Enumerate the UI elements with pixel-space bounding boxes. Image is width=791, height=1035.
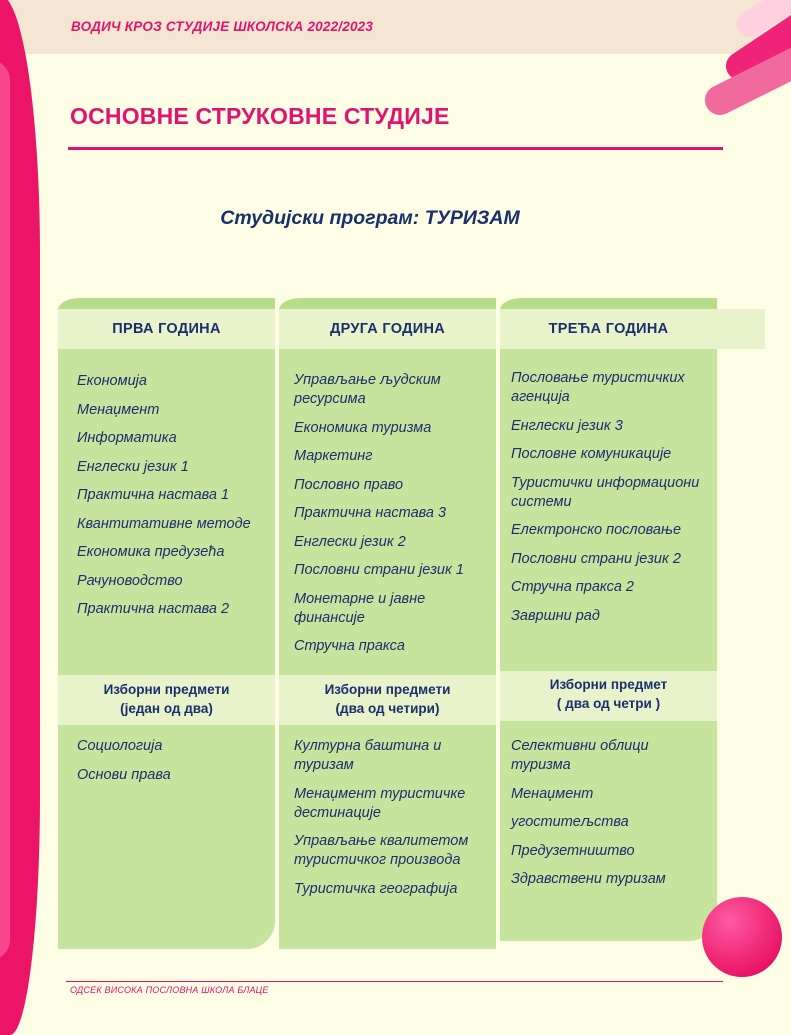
subject-item: Управљање људским ресурсима: [294, 372, 441, 407]
elective-item: Здравствени туризам: [511, 871, 666, 887]
subject-item: Маркетинг: [294, 448, 373, 464]
second-year-column: [279, 309, 496, 949]
subject-item: Квантитативне методе: [77, 515, 251, 532]
third-year-heading: [500, 309, 765, 349]
subject-item: Рачуноводство: [77, 572, 183, 589]
page-title: ОСНОВНЕ СТРУКОВНЕ СТУДИЈЕ: [70, 103, 450, 129]
first-year-column: [58, 309, 275, 949]
first-year-subject-list: [77, 372, 251, 629]
elective-item: Селективни облици туризма: [511, 738, 649, 773]
footer-divider: [66, 981, 723, 982]
subject-item: Практична настава 2: [77, 601, 230, 617]
subject-item: Пословно право: [294, 476, 404, 493]
third-year-column: [500, 309, 717, 941]
elective-item: Предузетништво: [511, 842, 635, 859]
subject-item: Енглески језик 1: [77, 458, 189, 475]
elective-item: Управљање квалитетом туристичког производа: [294, 833, 469, 868]
electives-note: (два од четири): [335, 701, 440, 716]
subject-item: Пословне комуникације: [511, 446, 672, 462]
subject-item: Електронско пословање: [511, 522, 682, 538]
elective-item: Социологија: [77, 738, 163, 754]
elective-item: Менаџмент туристичке дестинације: [294, 785, 466, 821]
first-year-electives-heading: [58, 675, 275, 725]
elective-item: Туристичка географија: [294, 880, 458, 897]
document-header: ВОДИЧ КРОЗ СТУДИЈЕ ШКОЛСКА 2022/2023: [71, 19, 374, 34]
third-year-electives-heading: [500, 671, 717, 721]
decorative-circle: [700, 895, 784, 979]
subject-item: Енглески језик 2: [294, 533, 406, 550]
elective-item: угоститељства: [511, 814, 629, 830]
elective-item: Основи права: [77, 766, 171, 783]
subject-item: Туристички информациони системи: [511, 474, 700, 510]
subject-item: Завршни рад: [511, 607, 600, 624]
subject-item: Економика предузећа: [77, 544, 225, 560]
document-footer: ОДСЕК ВИСОКА ПОСЛОВНА ШКОЛА БЛАЦЕ: [70, 985, 269, 995]
third-year-heading-text: ТРЕЋА ГОДИНА: [548, 321, 669, 337]
electives-title: Изборни предмет: [549, 677, 668, 692]
subject-item: Информатика: [77, 430, 177, 446]
subject-item: Пословање туристичких агенција: [511, 370, 685, 405]
first-year-heading: ПРВА ГОДИНА: [58, 309, 275, 349]
second-year-elective-list: [294, 737, 494, 908]
third-year-elective-list: [511, 737, 711, 899]
electives-note: ( два од четри ): [556, 696, 661, 711]
subject-item: Пословни страни језик 1: [294, 562, 464, 578]
subject-item: Стручна пракса 2: [511, 579, 634, 595]
electives-note: (један од два): [120, 701, 213, 716]
second-year-subject-list: [294, 371, 494, 666]
left-decorative-curve-highlight: [0, 60, 10, 960]
elective-item: Културна баштина и туризам: [294, 738, 442, 773]
first-year-elective-list: [77, 737, 171, 794]
third-year-subject-list: [511, 369, 716, 635]
subject-item: Пословни страни језик 2: [511, 550, 681, 567]
elective-item: Менаџмент: [511, 785, 594, 802]
subject-item: Енглески језик 3: [511, 417, 623, 434]
subject-item: Менаџмент: [77, 401, 160, 418]
program-title: Студијски програм: ТУРИЗАМ: [220, 207, 520, 229]
title-divider: [68, 147, 723, 150]
subject-item: Практична настава 3: [294, 505, 447, 521]
second-year-heading: ДРУГА ГОДИНА: [279, 309, 496, 349]
subject-item: Монетарне и јавне финансије: [294, 590, 426, 626]
top-right-decorative-stripes: [690, 0, 791, 125]
subject-item: Стручна пракса: [294, 638, 405, 654]
subject-item: Економија: [77, 373, 147, 389]
electives-title: Изборни предмети: [324, 682, 451, 697]
subject-item: Практична настава 1: [77, 487, 230, 503]
second-year-electives-heading: [279, 675, 496, 725]
subject-item: Економика туризма: [294, 419, 432, 436]
electives-title: Изборни предмети: [103, 682, 230, 697]
